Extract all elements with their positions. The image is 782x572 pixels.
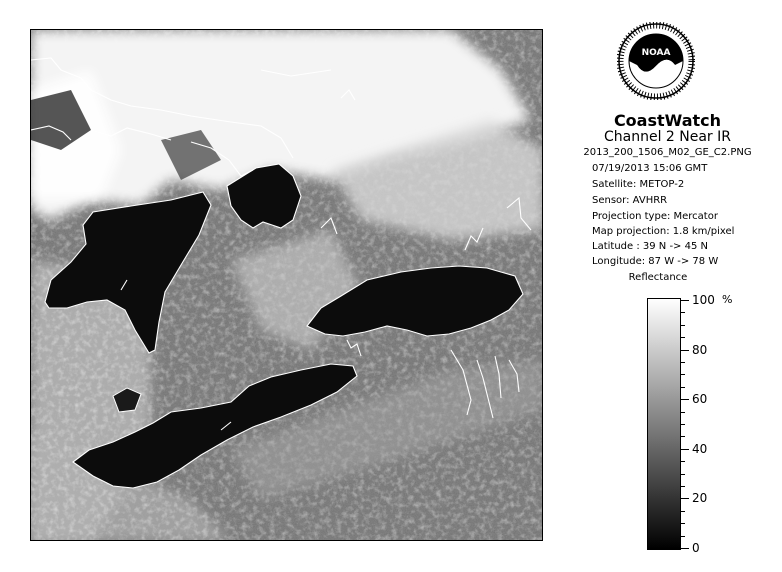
colorbar-tick [681, 362, 685, 363]
satellite-label: Satellite: METOP-2 [592, 179, 685, 190]
sensor-label: Sensor: AVHRR [592, 195, 668, 206]
colorbar-tick [681, 449, 689, 450]
map-projection-label: Map projection: 1.8 km/pixel [592, 226, 735, 237]
colorbar-tick [681, 312, 685, 313]
colorbar-tick [681, 325, 685, 326]
colorbar-title: Reflectance [628, 272, 688, 283]
colorbar-tick [681, 474, 685, 475]
colorbar-label: 20 [692, 491, 708, 505]
colorbar-label: 60 [692, 392, 708, 406]
colorbar-label: 40 [692, 442, 708, 456]
colorbar-tick [681, 399, 689, 400]
longitude-range-label: Longitude: 87 W -> 78 W [592, 256, 719, 267]
colorbar-tick [681, 548, 689, 549]
colorbar-tick [681, 486, 685, 487]
reflectance-colorbar [647, 298, 681, 550]
channel-label: Channel 2 Near IR [603, 129, 731, 145]
brand-title: CoastWatch [613, 111, 722, 130]
colorbar-tick [681, 498, 689, 499]
colorbar-tick [681, 374, 685, 375]
satellite-image [30, 29, 543, 541]
colorbar-label: 80 [692, 343, 708, 357]
colorbar-unit: % [722, 293, 733, 306]
latitude-range-label: Latitude : 39 N -> 45 N [592, 241, 708, 252]
colorbar-tick [681, 337, 685, 338]
colorbar-tick [681, 424, 685, 425]
colorbar-tick [681, 412, 685, 413]
noaa-logo-text: NOAA [641, 48, 671, 58]
projection-type-label: Projection type: Mercator [592, 211, 718, 222]
colorbar-label: 0 [692, 541, 700, 555]
colorbar-tick [681, 461, 685, 462]
colorbar-tick [681, 387, 685, 388]
colorbar-tick [681, 523, 685, 524]
image-filename: 2013_200_1506_M02_GE_C2.PNG [583, 147, 752, 158]
colorbar-label: 100 [692, 293, 715, 307]
colorbar-tick [681, 350, 689, 351]
noaa-logo [617, 22, 695, 100]
acquisition-datetime: 07/19/2013 15:06 GMT [592, 163, 708, 174]
colorbar-tick [681, 436, 685, 437]
colorbar-tick [681, 511, 685, 512]
colorbar-tick [681, 536, 685, 537]
colorbar-tick [681, 300, 689, 301]
